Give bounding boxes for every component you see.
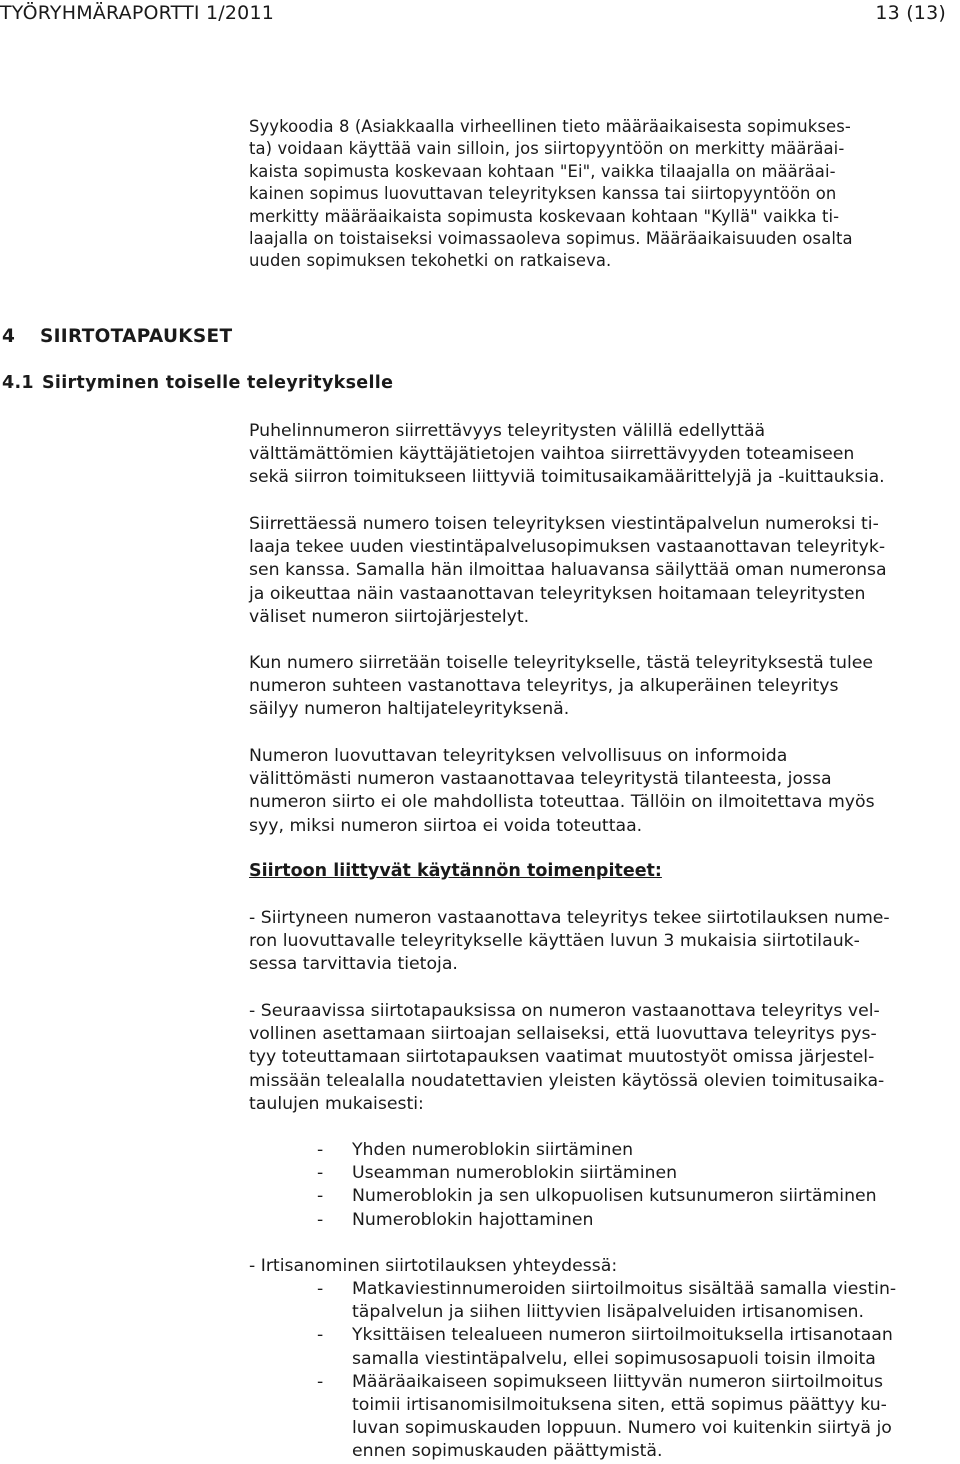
body-paragraph: Numeron luovuttavan teleyrityksen velvollisuus on informoida välittömästi numeron vastaanottavaa teleyritystä tilanteesta, jossa numeron siirto ei ole mahdollista toteuttaa. Tällöin on ilmoitettava myös syy, miksi numeron siirtoa ei voida toteuttaa. [249,746,875,836]
body-paragraph: Puhelinnumeron siirrettävyys teleyritysten välillä edellyttää välttämättömien käyttäjätietojen vaihtoa siirrettävyyden toteamiseen sekä siirron toimitukseen liittyviä toimitusaikamäärittelyjä ja -kuittauksia. [249,421,885,488]
list-item-text: Useamman numeroblokin siirtäminen [352,1163,678,1184]
list-item [249,1162,955,1185]
list-dash: - [317,1325,324,1346]
paragraph-block-1 [249,420,955,490]
practical-item-block-2 [249,1000,955,1116]
list-item [249,1185,955,1208]
termination-label: - Irtisanominen siirtotilauksen yhteydessä: [249,1256,618,1276]
list-item-text: Numeroblokin ja sen ulkopuolisen kutsunumeron siirtäminen [352,1186,877,1207]
termination-list [249,1278,955,1464]
list-item [249,1139,955,1162]
intro-block [249,116,955,273]
practical-item: - Seuraavissa siirtotapauksissa on numeron vastaanottava teleyritys vel- vollinen asettamaan siirtoajan sellaiseksi, että luovuttava teleyritys pys- tyy toteuttamaan siirtotapauksen vaatimat muutostyöt omissa järjestel- missään telealalla noudatettavien yleisten käytössä olevien toimitusaika- taulujen mukaisesti: [249,1001,885,1114]
section-number: 4 [2,326,16,347]
list-item-text: Yksittäisen telealueen numeron siirtoilmoituksella irtisanotaan samalla viestintäpalvelu, ellei sopimusosapuoli toisin ilmoita [352,1325,893,1369]
list-dash: - [317,1140,324,1160]
list-item-text: Määräaikaiseen sopimukseen liittyvän numeron siirtoilmoitus toimii irtisanomisilmoituksena siten, että sopimus päättyy ku- luvan sopimuskauden loppuun. Numero voi kuitenkin siirtyä jo ennen sopimuskauden päättymistä. [352,1371,892,1462]
list-dash: - [317,1371,324,1392]
paragraph-block-4 [249,745,955,838]
list-item-text: Matkaviestinnumeroiden siirtoilmoitus sisältää samalla viestin- täpalvelun ja siihen liittyvien lisäpalveluiden irtisanomisen. [352,1279,897,1323]
list-item [249,1371,955,1464]
list-item-text: Yhden numeroblokin siirtäminen [352,1140,634,1160]
practical-item: - Siirtyneen numeron vastaanottava teleyritys tekee siirtotilauksen nume- ron luovuttavalle teleyritykselle käyttäen luvun 3 mukaisia siirtotilauk- sessa tarvittavia tietoja. [249,908,890,975]
list-dash: - [317,1279,324,1299]
practical-item-block-1 [249,907,955,977]
page-number: 13 (13) [875,2,946,24]
transfer-cases-list [249,1139,955,1232]
list-item [249,1209,955,1232]
intro-paragraph: Syykoodia 8 (Asiakkaalla virheellinen tieto määräaikaisesta sopimukses- ta) voidaan käyttää vain silloin, jos siirtopyyntöön on merkitty määräai- kaista sopimusta koskevaan kohtaan "Ei", vaikka tilaajalla on määräai- kainen sopimus luovuttavan teleyrityksen kanssa tai siirtopyyntöön on merkitty määräaikaista sopimusta koskevaan kohtaan "Kyllä" vaikka ti- laajalla on toistaiseksi voimassaoleva sopimus. Määräaikaisuuden osalta uuden sopimuksen tekohetki on ratkaiseva. [249,117,853,271]
body-paragraph: Siirrettäessä numero toisen teleyrityksen viestintäpalvelun numeroksi ti- laaja tekee uuden viestintäpalvelusopimuksen vastaanottavan teleyrityk- sen kanssa. Samalla hän ilmoittaa haluavansa säilyttää oman numeronsa ja oikeuttaa näin vastaanottavan teleyrityksen hoitamaan teleyritysten väliset numeron siirtojärjestelyt. [249,514,887,627]
practical-heading-block [249,860,955,883]
report-title: TYÖRYHMÄRAPORTTI 1/2011 [0,2,275,24]
body-paragraph: Kun numero siirretään toiselle teleyritykselle, tästä teleyrityksestä tulee numeron suhteen vastanottava teleyritys, ja alkuperäinen teleyritys säilyy numeron haltijateleyrityksenä. [249,653,874,720]
subsection-number: 4.1 [2,373,34,393]
section-heading [2,326,232,347]
list-dash: - [317,1163,324,1184]
list-dash: - [317,1186,324,1207]
practical-heading: Siirtoon liittyvät käytännön toimenpiteet: [249,861,662,881]
list-item [249,1278,955,1324]
termination-block [249,1255,955,1462]
list-item-text: Numeroblokin hajottaminen [352,1209,594,1230]
subsection-heading [2,373,393,393]
paragraph-block-3 [249,652,955,722]
list-item [249,1324,955,1370]
page-header [0,0,960,30]
paragraph-block-2 [249,513,955,629]
subsection-title: Siirtyminen toiselle teleyritykselle [42,373,394,393]
section-title: SIIRTOTAPAUKSET [40,326,233,347]
list-dash: - [317,1209,324,1230]
